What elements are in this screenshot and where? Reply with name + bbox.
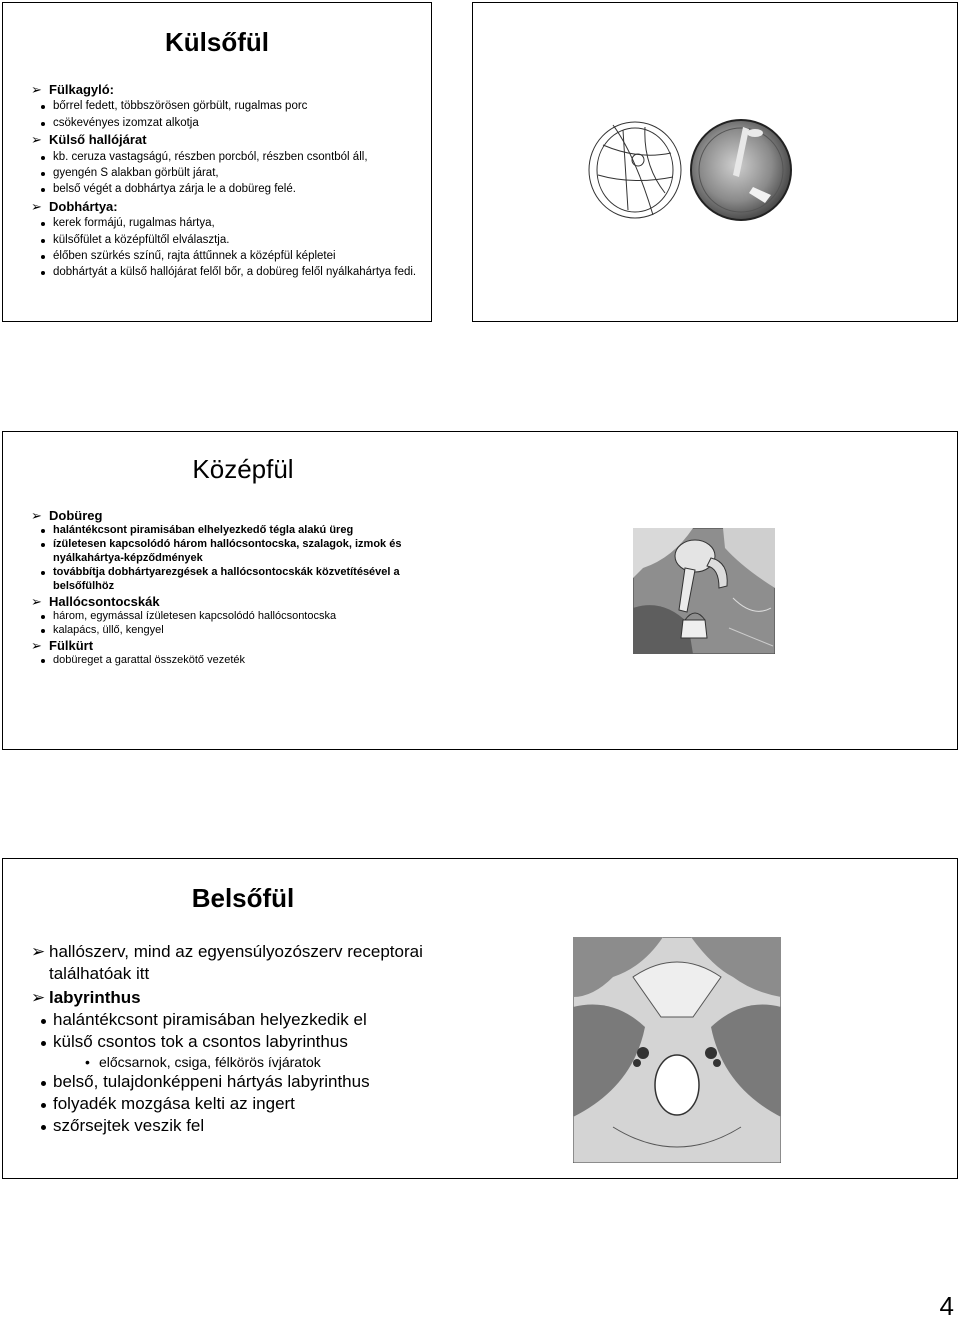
- list-item: belső végét a dobhártya zárja le a dobüreg felé.: [27, 181, 427, 197]
- list-item: dobhártyát a külső hallójárat felől bőr, a dobüreg felől nyálkahártya fedi.: [27, 264, 427, 280]
- page-number: 4: [939, 1291, 954, 1321]
- list-item: három, egymással ízületesen kapcsolódó hallócsontocska: [27, 609, 407, 623]
- heading-kulso-hallojarat: ➢ Külső hallójárat: [27, 132, 427, 148]
- slide-kozepful: [2, 431, 958, 750]
- slide-eardrum-illustration: [472, 2, 958, 322]
- list-item: ízületesen kapcsolódó három hallócsontocska, szalagok, izmok és nyálkahártya-képződmények: [27, 537, 407, 565]
- list-item: belső, tulajdonképpeni hártyás labyrinthus: [27, 1071, 447, 1093]
- slide-content-list: [27, 939, 447, 1137]
- heading-halloszerv: ➢ hallószerv, mind az egyensúlyozószerv receptorai találhatóak itt: [27, 941, 447, 985]
- list-item: élőben szürkés színű, rajta áttűnnek a középfül képletei: [27, 248, 427, 264]
- list-item: kb. ceruza vastagságú, részben porcból, részben csontból áll,: [27, 149, 427, 165]
- slide-content-list: [27, 507, 407, 667]
- eardrum-illustration: [583, 115, 793, 225]
- slide-content-list: [27, 81, 427, 281]
- slide-title: Belsőfül: [191, 883, 295, 913]
- heading-dobureg: ➢ Dobüreg: [27, 509, 407, 523]
- list-item: szőrsejtek veszik fel: [27, 1115, 447, 1137]
- list-item: kerek formájú, rugalmas hártya,: [27, 215, 427, 231]
- list-item: halántékcsont piramisában elhelyezkedő tégla alakú üreg: [27, 523, 407, 537]
- sub-list-item: • előcsarnok, csiga, félkörös ívjáratok: [27, 1053, 447, 1071]
- heading-dobhartya: ➢ Dobhártya:: [27, 199, 427, 215]
- list-item: folyadék mozgása kelti az ingert: [27, 1093, 447, 1115]
- ossicles-illustration: [633, 528, 775, 654]
- list-item: csökevényes izomzat alkotja: [27, 115, 427, 131]
- heading-hallocsontocskak: ➢ Hallócsontocskák: [27, 595, 407, 609]
- list-item: dobüreget a garattal összekötő vezeték: [27, 653, 407, 667]
- list-item: kalapács, üllő, kengyel: [27, 623, 407, 637]
- list-item: külsőfület a középfültől elválasztja.: [27, 232, 427, 248]
- list-item: külső csontos tok a csontos labyrinthus: [27, 1031, 447, 1053]
- list-item: továbbítja dobhártyarezgések a hallócsontocskák közvetítésével a belsőfülhöz: [27, 565, 407, 593]
- slide-title: Középfül: [192, 454, 294, 484]
- heading-labyrinthus: ➢ labyrinthus: [27, 987, 447, 1009]
- heading-fulkagylo: ➢ Fülkagyló:: [27, 82, 427, 98]
- list-item: halántékcsont piramisában helyezkedik el: [27, 1009, 447, 1031]
- slide-title: Külsőfül: [165, 27, 269, 57]
- list-item: bőrrel fedett, többszörösen görbült, rugalmas porc: [27, 98, 427, 114]
- skull-base-illustration: [573, 937, 781, 1163]
- slide-belsoful: [2, 858, 958, 1179]
- list-item: gyengén S alakban görbült járat,: [27, 165, 427, 181]
- heading-fulkurt: ➢ Fülkürt: [27, 639, 407, 653]
- slide-kulsoful: [2, 2, 432, 322]
